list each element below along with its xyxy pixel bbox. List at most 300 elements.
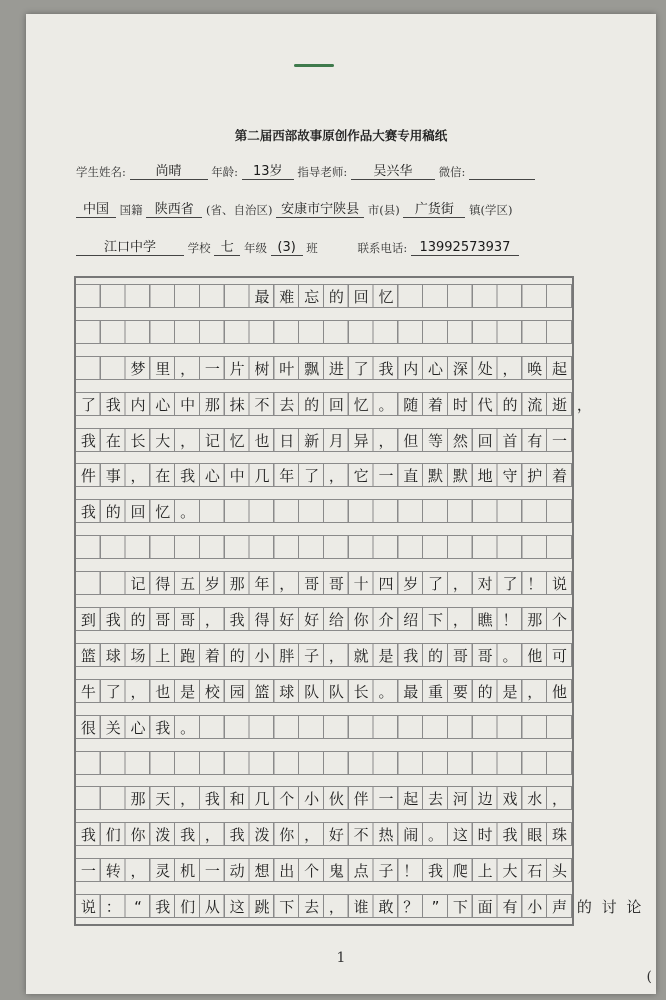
- essay-char: 也: [254, 431, 270, 450]
- essay-char: 小: [304, 790, 320, 809]
- essay-char: 记: [130, 575, 146, 594]
- essay-char: ”: [431, 898, 440, 917]
- essay-char: 和: [229, 790, 245, 809]
- essay-char: 有: [527, 431, 543, 450]
- essay-char: 想: [254, 862, 270, 881]
- essay-char: 那: [527, 610, 543, 629]
- essay-char: 抹: [229, 395, 245, 414]
- essay-line: [76, 428, 572, 452]
- essay-char: 给: [328, 610, 344, 629]
- essay-char: 天: [155, 790, 171, 809]
- essay-char: 十: [353, 575, 369, 594]
- essay-char: 心: [155, 395, 171, 414]
- essay-line: [76, 535, 572, 559]
- essay-char: 哥: [155, 610, 171, 629]
- essay-char: 年: [279, 467, 295, 486]
- essay-char: ！: [502, 610, 518, 629]
- essay-char: 闹: [403, 826, 419, 845]
- essay-char: 忘: [304, 287, 320, 306]
- essay-char: 飘: [304, 359, 320, 378]
- teacher-label: 指导老师:: [297, 165, 348, 179]
- essay-char: 几: [254, 790, 270, 809]
- header-mark: [294, 64, 334, 67]
- essay-char: 胖: [279, 646, 295, 665]
- essay-char: 护: [527, 467, 543, 486]
- essay-char: 四: [378, 575, 394, 594]
- essay-line-text: [76, 895, 642, 919]
- essay-char: [150, 285, 175, 309]
- essay-char: 我: [229, 826, 245, 845]
- essay-char: 得: [254, 610, 270, 629]
- essay-char: [76, 572, 101, 596]
- wechat-label: 微信:: [438, 165, 466, 179]
- essay-line: [76, 499, 572, 523]
- essay-char: 回: [353, 287, 369, 306]
- essay-char: 流: [527, 395, 543, 414]
- essay-char: 面: [477, 898, 493, 917]
- essay-char: 日: [279, 431, 295, 450]
- essay-line: [76, 320, 572, 344]
- essay-char: 你: [279, 826, 295, 845]
- essay-char: 对: [477, 575, 493, 594]
- essay-char: [126, 285, 151, 309]
- essay-char: 瞧: [477, 610, 493, 629]
- essay-char: 我: [428, 862, 444, 881]
- essay-char: 但: [403, 431, 419, 450]
- form-title: 第二届西部故事原创作品大赛专用稿纸: [234, 128, 448, 143]
- essay-char: 在: [105, 431, 121, 450]
- essay-char: 在: [155, 467, 171, 486]
- essay-char: 子: [304, 646, 320, 665]
- essay-char: 下: [279, 898, 295, 917]
- essay-char: 是: [502, 682, 518, 701]
- essay-char: 首: [502, 431, 518, 450]
- essay-char: ，: [130, 682, 146, 701]
- essay-char: 我: [403, 646, 419, 665]
- essay-char: ，: [204, 826, 220, 845]
- essay-char: 一: [378, 790, 394, 809]
- essay-char: 从: [204, 898, 220, 917]
- essay-line-text: [76, 357, 572, 381]
- essay-char: 河: [452, 790, 468, 809]
- essay-char: 我: [155, 718, 171, 737]
- school-value: 江口中学: [76, 236, 184, 256]
- essay-line: [76, 894, 642, 918]
- essay-char: 大: [502, 862, 518, 881]
- essay-char: 去: [279, 395, 295, 414]
- essay-line: [76, 822, 572, 846]
- essay-char: 的: [328, 287, 344, 306]
- age-label: 年龄:: [211, 165, 239, 179]
- essay-char: 了: [353, 359, 369, 378]
- essay-char: 出: [279, 862, 295, 881]
- info-row-location: [76, 198, 636, 220]
- essay-char: 件: [80, 467, 96, 486]
- origin-label: 国籍: [119, 203, 143, 217]
- essay-char: 介: [378, 610, 394, 629]
- essay-char: 了: [80, 395, 96, 414]
- essay-char: 很: [80, 718, 96, 737]
- manuscript-sheet: [26, 14, 656, 994]
- essay-char: 眼: [527, 826, 543, 845]
- province-label: (省、自治区): [205, 203, 273, 217]
- essay-char: [76, 285, 101, 309]
- essay-line-text: [76, 572, 572, 596]
- essay-line-text: [76, 608, 572, 632]
- essay-char: 爬: [452, 862, 468, 881]
- essay-char: 论: [626, 898, 642, 917]
- essay-char: ，: [452, 610, 468, 629]
- essay-char: 说: [80, 898, 96, 917]
- essay-char: ，: [328, 898, 344, 917]
- essay-char: 跳: [254, 898, 270, 917]
- essay-char: 泼: [155, 826, 171, 845]
- essay-char: 重: [428, 682, 444, 701]
- essay-char: ，: [130, 467, 146, 486]
- essay-grid: [74, 276, 642, 926]
- essay-char: 珠: [552, 826, 568, 845]
- essay-char: [200, 285, 225, 309]
- essay-char: 那: [229, 575, 245, 594]
- essay-char: 们: [180, 898, 196, 917]
- essay-char: 树: [254, 359, 270, 378]
- essay-char: 们: [105, 826, 121, 845]
- essay-char: 我: [229, 610, 245, 629]
- essay-line-text: [76, 644, 572, 668]
- grade-label: 年级: [243, 241, 267, 255]
- essay-char: 下: [452, 898, 468, 917]
- town-label: 镇(学区): [469, 203, 513, 217]
- essay-char: ，: [180, 359, 196, 378]
- essay-char: 我: [204, 790, 220, 809]
- essay-char: 着: [428, 395, 444, 414]
- city-value: 安康市宁陕县: [276, 198, 364, 218]
- essay-char: [175, 285, 200, 309]
- essay-line-text: [76, 823, 572, 847]
- essay-char: ，: [576, 395, 592, 414]
- essay-char: ，: [279, 575, 295, 594]
- essay-char: 事: [105, 467, 121, 486]
- essay-char: 我: [180, 826, 196, 845]
- essay-char: ？: [403, 898, 419, 917]
- essay-char: 那: [130, 790, 146, 809]
- essay-char: 到: [80, 610, 96, 629]
- essay-char: ，: [527, 682, 543, 701]
- essay-char: 难: [279, 287, 295, 306]
- essay-char: 好: [279, 610, 295, 629]
- essay-char: 个: [304, 862, 320, 881]
- essay-char: 篮: [80, 646, 96, 665]
- essay-line: [76, 751, 572, 775]
- essay-char: 个: [279, 790, 295, 809]
- essay-char: 忆: [155, 503, 171, 522]
- city-label: 市(县): [367, 203, 400, 217]
- essay-char: 校: [204, 682, 220, 701]
- essay-char: 关: [105, 718, 121, 737]
- essay-char: 一: [204, 359, 220, 378]
- essay-char: [101, 285, 126, 309]
- essay-char: 也: [155, 682, 171, 701]
- essay-char: 热: [378, 826, 394, 845]
- info-row-school: [76, 236, 636, 258]
- essay-line-text: [76, 752, 572, 776]
- essay-char: ，: [130, 862, 146, 881]
- essay-char: 你: [353, 610, 369, 629]
- essay-char: 哥: [328, 575, 344, 594]
- essay-char: 头: [552, 862, 568, 881]
- essay-char: 我: [180, 467, 196, 486]
- essay-char: 我: [80, 431, 96, 450]
- essay-char: 这: [452, 826, 468, 845]
- essay-char: 他: [527, 646, 543, 665]
- essay-char: 我: [80, 503, 96, 522]
- essay-char: 石: [527, 862, 543, 881]
- essay-char: 记: [204, 431, 220, 450]
- essay-char: 然: [452, 431, 468, 450]
- essay-char: 月: [328, 431, 344, 450]
- essay-char: 这: [229, 898, 245, 917]
- essay-line-text: [76, 393, 592, 417]
- essay-char: 场: [130, 646, 146, 665]
- essay-char: 起: [552, 359, 568, 378]
- essay-char: 忆: [378, 287, 394, 306]
- essay-line-text: [76, 716, 572, 740]
- essay-char: 它: [353, 467, 369, 486]
- info-row-student: [76, 160, 636, 182]
- essay-char: 年: [254, 575, 270, 594]
- essay-char: ，: [204, 610, 220, 629]
- essay-char: 。: [428, 826, 444, 845]
- essay-char: 一: [378, 467, 394, 486]
- essay-char: 好: [328, 826, 344, 845]
- essay-line: [76, 786, 572, 810]
- essay-char: 着: [552, 467, 568, 486]
- essay-char: 园: [229, 682, 245, 701]
- essay-char: 处: [477, 359, 493, 378]
- essay-char: 谁: [353, 898, 369, 917]
- essay-char: 就: [353, 646, 369, 665]
- essay-char: [225, 285, 250, 309]
- essay-char: 小: [527, 898, 543, 917]
- essay-char: 。: [502, 646, 518, 665]
- essay-char: 。: [180, 503, 196, 522]
- essay-char: ，: [378, 431, 394, 450]
- essay-char: 深: [452, 359, 468, 378]
- country-value: 中国: [76, 198, 116, 218]
- teacher-value: 吴兴华: [351, 160, 435, 180]
- essay-char: ，: [328, 646, 344, 665]
- essay-char: ，: [328, 467, 344, 486]
- essay-char: 我: [105, 610, 121, 629]
- essay-char: 我: [502, 826, 518, 845]
- essay-char: 戏: [502, 790, 518, 809]
- essay-char: 边: [477, 790, 493, 809]
- essay-char: 哥: [304, 575, 320, 594]
- essay-char: 的: [229, 646, 245, 665]
- school-label: 学校: [187, 241, 211, 255]
- essay-char: 伴: [353, 790, 369, 809]
- essay-char: 个: [552, 610, 568, 629]
- essay-char: ！: [403, 862, 419, 881]
- essay-char: 上: [477, 862, 493, 881]
- essay-char: 一: [204, 862, 220, 881]
- essay-char: 内: [403, 359, 419, 378]
- essay-char: 是: [378, 646, 394, 665]
- essay-char: 队: [304, 682, 320, 701]
- grade-value: 七: [214, 236, 240, 256]
- essay-char: 动: [229, 862, 245, 881]
- essay-char: ，: [452, 575, 468, 594]
- essay-char: 地: [477, 467, 493, 486]
- essay-char: 的: [105, 503, 121, 522]
- essay-char: “: [134, 898, 142, 917]
- essay-char: [76, 787, 101, 811]
- essay-char: 要: [452, 682, 468, 701]
- essay-char: 哥: [180, 610, 196, 629]
- essay-char: 回: [477, 431, 493, 450]
- age-value: 13岁: [242, 160, 294, 180]
- essay-char: 转: [105, 862, 121, 881]
- essay-char: 的: [502, 395, 518, 414]
- essay-char: 那: [204, 395, 220, 414]
- essay-char: 几: [254, 467, 270, 486]
- essay-char: 我: [80, 826, 96, 845]
- essay-char: 叶: [279, 359, 295, 378]
- essay-char: 敢: [378, 898, 394, 917]
- essay-line: [76, 643, 572, 667]
- essay-char: 等: [428, 431, 444, 450]
- essay-char: 了: [428, 575, 444, 594]
- essay-char: 一: [552, 431, 568, 450]
- essay-char: 牛: [80, 682, 96, 701]
- essay-char: 泼: [254, 826, 270, 845]
- essay-char: 说: [552, 575, 568, 594]
- essay-char: 随: [403, 395, 419, 414]
- essay-line-text: [76, 285, 572, 309]
- essay-char: 大: [155, 431, 171, 450]
- essay-char: 唤: [527, 359, 543, 378]
- essay-char: 心: [428, 359, 444, 378]
- essay-char: 守: [502, 467, 518, 486]
- wechat-value: [469, 179, 535, 180]
- essay-line: [76, 356, 572, 380]
- essay-char: 着: [204, 646, 220, 665]
- essay-line-text: [76, 429, 572, 453]
- essay-char: 跑: [180, 646, 196, 665]
- essay-grid-rows: [76, 278, 642, 924]
- essay-char: 中: [180, 395, 196, 414]
- essay-char: 梦: [130, 359, 146, 378]
- essay-char: 可: [552, 646, 568, 665]
- essay-char: 队: [328, 682, 344, 701]
- essay-char: 声: [552, 898, 568, 917]
- essay-char: 里: [155, 359, 171, 378]
- essay-line: [76, 392, 592, 416]
- essay-char: 了: [502, 575, 518, 594]
- essay-char: ，: [180, 790, 196, 809]
- essay-char: 的: [428, 646, 444, 665]
- essay-char: 子: [378, 862, 394, 881]
- class-label: 班: [306, 241, 318, 255]
- essay-char: ，: [502, 359, 518, 378]
- essay-char: 五: [180, 575, 196, 594]
- essay-char: [76, 357, 101, 381]
- essay-char: 讨: [601, 898, 617, 917]
- essay-char: 岁: [403, 575, 419, 594]
- essay-char: ，: [180, 431, 196, 450]
- essay-char: 。: [180, 718, 196, 737]
- essay-line-text: [76, 680, 572, 704]
- essay-char: 忆: [353, 395, 369, 414]
- essay-line: [76, 607, 572, 631]
- essay-char: 球: [105, 646, 121, 665]
- essay-char: 忆: [229, 431, 245, 450]
- essay-char: 起: [403, 790, 419, 809]
- province-value: 陕西省: [146, 198, 202, 218]
- student-name-label: 学生姓名:: [76, 165, 126, 179]
- essay-char: 一: [80, 862, 96, 881]
- essay-char: 片: [229, 359, 245, 378]
- class-value: (3): [271, 240, 303, 256]
- essay-char: 时: [452, 395, 468, 414]
- essay-char: 最: [254, 287, 270, 306]
- essay-char: 灵: [155, 862, 171, 881]
- essay-line-text: [76, 500, 572, 524]
- essay-char: 长: [353, 682, 369, 701]
- essay-char: ，: [304, 826, 320, 845]
- essay-char: 时: [477, 826, 493, 845]
- page-number: 1: [336, 950, 346, 966]
- town-value: 广货街: [403, 198, 465, 218]
- essay-char: 去: [304, 898, 320, 917]
- essay-char: 我: [155, 898, 171, 917]
- essay-char: 我: [105, 395, 121, 414]
- essay-char: 的: [304, 395, 320, 414]
- essay-char: 水: [527, 790, 543, 809]
- essay-char: 哥: [452, 646, 468, 665]
- essay-char: 伙: [328, 790, 344, 809]
- essay-line-text: [76, 536, 572, 560]
- essay-char: 代: [477, 395, 493, 414]
- essay-char: 篮: [254, 682, 270, 701]
- essay-char: 我: [378, 359, 394, 378]
- essay-char: 不: [353, 826, 369, 845]
- essay-line: [76, 284, 572, 308]
- essay-char: 。: [378, 395, 394, 414]
- essay-char: 是: [180, 682, 196, 701]
- essay-char: [101, 357, 126, 381]
- essay-line: [76, 463, 572, 487]
- essay-char: 绍: [403, 610, 419, 629]
- essay-char: 点: [353, 862, 369, 881]
- essay-line-text: [76, 787, 572, 811]
- essay-char: 默: [452, 467, 468, 486]
- essay-char: 有: [502, 898, 518, 917]
- essay-char: 的: [477, 682, 493, 701]
- essay-char: [101, 572, 126, 596]
- corner-mark: (: [646, 969, 652, 985]
- essay-char: 你: [130, 826, 146, 845]
- essay-line: [76, 679, 572, 703]
- essay-char: 心: [130, 718, 146, 737]
- essay-char: [101, 787, 126, 811]
- essay-char: 中: [229, 467, 245, 486]
- essay-char: 直: [403, 467, 419, 486]
- essay-char: ：: [105, 898, 121, 917]
- essay-char: 的: [576, 898, 592, 917]
- essay-char: 最: [403, 682, 419, 701]
- essay-char: 回: [130, 503, 146, 522]
